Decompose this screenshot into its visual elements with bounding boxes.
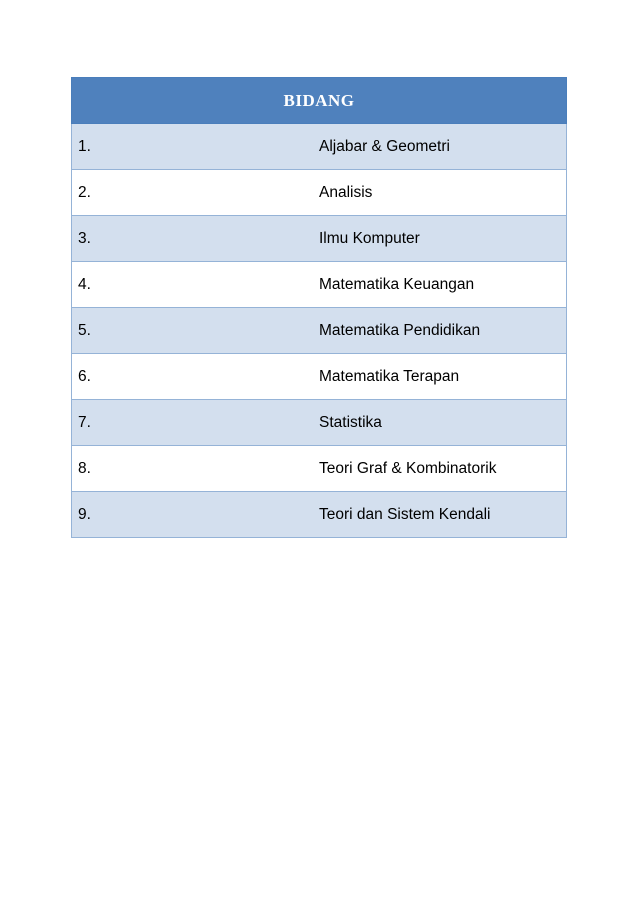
table-row	[72, 170, 567, 216]
table-row	[72, 492, 567, 538]
row-label: Matematika Keuangan	[319, 262, 567, 308]
table-row	[72, 446, 567, 492]
table-row	[72, 262, 567, 308]
row-label: Matematika Terapan	[319, 354, 567, 400]
row-number: 9.	[72, 492, 320, 538]
row-number: 8.	[72, 446, 320, 492]
table-header-row	[72, 78, 567, 124]
row-number: 1.	[72, 124, 320, 170]
table-row	[72, 124, 567, 170]
table-row	[72, 216, 567, 262]
row-label: Analisis	[319, 170, 567, 216]
row-number: 5.	[72, 308, 320, 354]
row-number: 2.	[72, 170, 320, 216]
row-label: Teori dan Sistem Kendali	[319, 492, 567, 538]
row-number: 6.	[72, 354, 320, 400]
row-label: Aljabar & Geometri	[319, 124, 567, 170]
row-label: Teori Graf & Kombinatorik	[319, 446, 567, 492]
table-row	[72, 354, 567, 400]
row-label: Statistika	[319, 400, 567, 446]
table-row	[72, 308, 567, 354]
bidang-table-container	[71, 77, 567, 538]
bidang-table	[71, 77, 567, 538]
row-number: 4.	[72, 262, 320, 308]
table-row	[72, 400, 567, 446]
row-number: 7.	[72, 400, 320, 446]
row-label: Matematika Pendidikan	[319, 308, 567, 354]
row-number: 3.	[72, 216, 320, 262]
row-label: Ilmu Komputer	[319, 216, 567, 262]
table-header-bidang: BIDANG	[72, 78, 567, 124]
